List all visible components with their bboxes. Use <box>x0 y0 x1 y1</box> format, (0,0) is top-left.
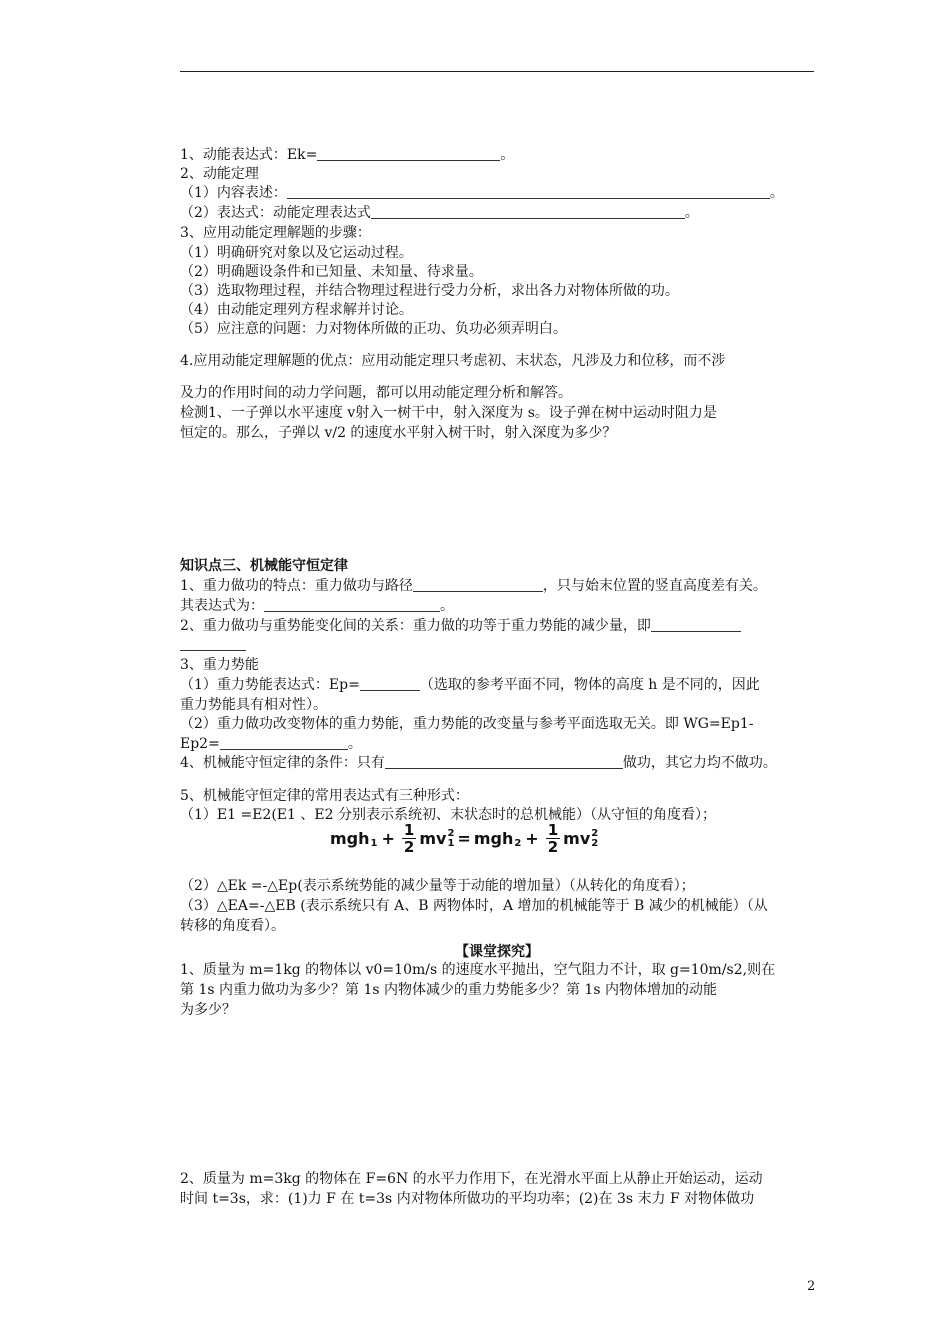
line-content: （1）内容表述： 。 <box>180 185 784 201</box>
blank[interactable] <box>360 676 420 691</box>
question-2b: 时间 t=3s，求：(1)力 F 在 t=3s 内对物体所做功的平均功率；(2)在 3s 末力 F 对物体做功 <box>180 1191 755 1207</box>
line-step-2: （2）明确题设条件和已知量、未知量、待求量。 <box>180 264 483 280</box>
line-theorem: 2、动能定理 <box>180 166 259 182</box>
blank[interactable] <box>264 597 440 612</box>
blank[interactable] <box>180 636 246 651</box>
line-advantage-2: 及力的作用时间的动力学问题，都可以用动能定理分析和解答。 <box>180 385 572 401</box>
header-rule <box>180 71 814 72</box>
line-step-3: （3）选取物理过程，并结合物理过程进行受力分析，求出各力对物体所做的功。 <box>180 283 679 299</box>
line-gravity-work: 1、重力做功的特点：重力做功与路径 ，只与始末位置的竖直高度差有关。 <box>180 578 767 594</box>
line-relation: 2、重力做功与重势能变化间的关系：重力做的功等于重力势能的减少量，即 <box>180 617 741 635</box>
class-inquiry-title: 【课堂探究】 <box>455 944 539 960</box>
line-step-4: （4）由动能定理列方程求解并讨论。 <box>180 302 413 318</box>
blank[interactable] <box>371 204 685 219</box>
line-potential-2: （2）重力做功改变物体的重力势能，重力势能的改变量与参考平面选取无关。即 WG=Ep1- <box>180 716 754 732</box>
line-step-1: （1）明确研究对象以及它运动过程。 <box>180 245 413 261</box>
question-1: 1、质量为 m=1kg 的物体以 v0=10m/s 的速度水平抛出，空气阻力不计，取 g=10m/s2,则在 <box>180 962 776 978</box>
line-relative: 重力势能具有相对性）。 <box>180 697 327 713</box>
line-steps: 3、应用动能定理解题的步骤： <box>180 225 371 241</box>
line-relation-blank <box>180 636 246 654</box>
blank[interactable] <box>413 577 543 592</box>
line-condition: 4、机械能守恒定律的条件：只有 做功，其它力均不做功。 <box>180 755 777 771</box>
page-number: 2 <box>807 1279 816 1294</box>
line-expression-2: 其表达式为： 。 <box>180 598 454 614</box>
line-potential: 3、重力势能 <box>180 657 259 673</box>
line-form-1: （1）E1 =E2(E1 、E2 分别表示系统初、末状态时的总机械能）（从守恒的角度看）； <box>180 807 716 823</box>
line-check-1b: 恒定的。那么，子弹以 v/2 的速度水平射入树干时，射入深度为多少？ <box>180 425 617 441</box>
line-step-5: （5）应注意的问题：力对物体所做的正功、负功必须弄明白。 <box>180 321 567 337</box>
section-heading: 知识点三、机械能守恒定律 <box>180 558 348 574</box>
question-1c: 为多少？ <box>180 1002 236 1018</box>
line-kinetic-energy: 1、动能表达式：Ek= 。 <box>180 147 515 163</box>
line-form-3b: 转移的角度看）。 <box>180 918 285 934</box>
line-check-1: 检测1、一子弹以水平速度 v射入一树干中，射入深度为 s。设子弹在树中运动时阻力是 <box>180 405 717 421</box>
question-2: 2、质量为 m=3kg 的物体在 F=6N 的水平力作用下，在光滑水平面上从静止开始运动，运动 <box>180 1171 763 1187</box>
line-advantage: 4.应用动能定理解题的优点：应用动能定理只考虑初、末状态，凡涉及力和位移，而不涉 <box>180 353 726 369</box>
blank[interactable] <box>220 735 348 750</box>
fraction: $\frac{1}{2}$ <box>403 821 415 856</box>
question-1b: 第 1s 内重力做功为多少？第 1s 内物体减少的重力势能多少？第 1s 内物体增加的动能 <box>180 982 717 998</box>
line-forms: 5、机械能守恒定律的常用表达式有三种形式： <box>180 788 469 804</box>
blank[interactable] <box>651 617 741 632</box>
line-form-3: （3）△EA=-△EB (表示系统只有 A、B 两物体时，A 增加的机械能等于 B 减少的机械能）（从 <box>180 898 768 914</box>
line-potential-1: （1）重力势能表达式：Ep= （选取的参考平面不同，物体的高度 h 是不同的，因此 <box>180 677 760 693</box>
energy-equation: mgh 1 + $\frac{1}{2}$ mv 2 1 = mgh 2 + $\frac{1}{2}$ mv 2 2 <box>330 821 599 856</box>
line-form-2: （2）△Ek =-△Ep(表示系统势能的减少量等于动能的增加量）（从转化的角度看）； <box>180 878 695 894</box>
line-potential-2b: Ep2= 。 <box>180 736 362 752</box>
blank[interactable] <box>317 146 500 161</box>
line-expression: （2）表达式：动能定理表达式 。 <box>180 205 699 221</box>
fraction: $\frac{1}{2}$ <box>547 821 559 856</box>
blank[interactable] <box>385 754 623 769</box>
blank[interactable] <box>287 184 770 199</box>
